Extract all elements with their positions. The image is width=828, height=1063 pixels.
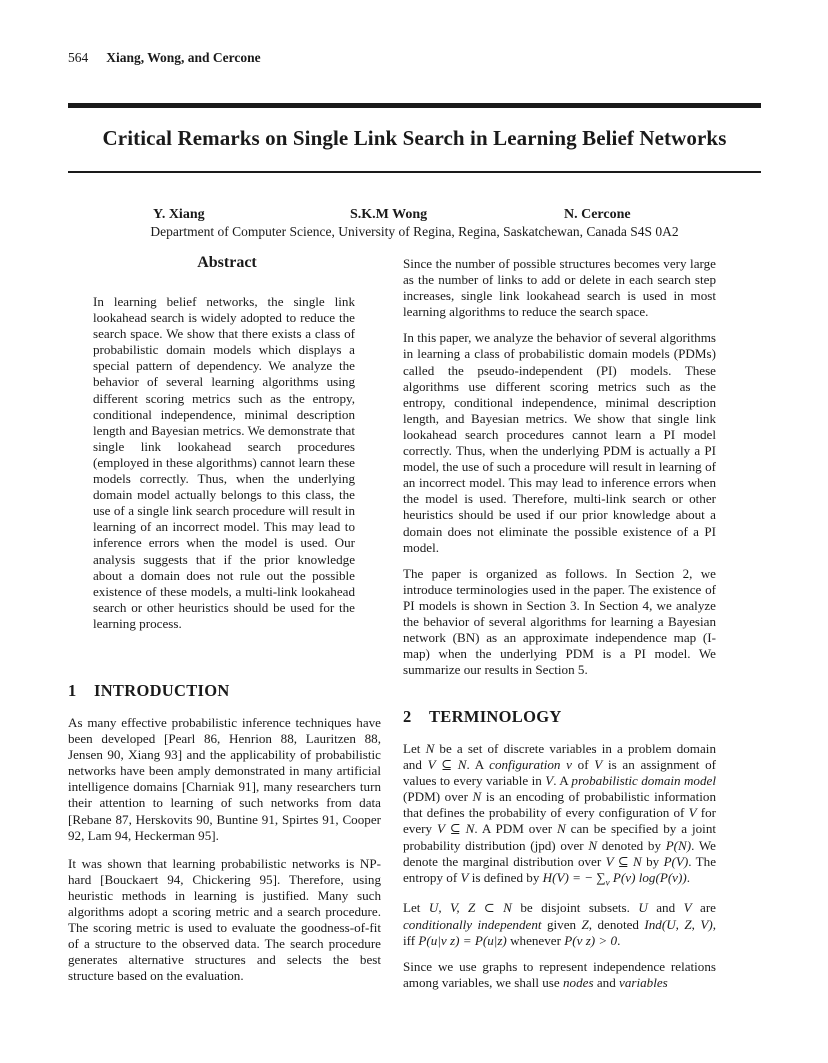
section-1-number: 1 <box>68 681 77 700</box>
title-rule <box>68 171 761 173</box>
section-2-heading <box>403 707 562 727</box>
abstract-body <box>93 294 355 632</box>
running-header <box>68 50 261 66</box>
intro-paragraph-4: In this paper, we analyze the behavior of several algorithms in learning a class of probabilistic domain models (PDMs) called the pseudo-independent (PI) models. These algorithms use different scoring metrics such as the entropy, conditional independence, minimal description length, and Bayesian metrics. We show that single link lookahead search procedures cannot learn a PI model correctly. Thus, when the underlying PDM is actually a PI model, the use of such a procedure will result in learning of an incorrect model. This may lead to inference errors when the model is used. Therefore, multi-link search or other heuristics should be used if our prior knowledge about a domain does not eliminate the possible existence of a PI model. <box>403 330 716 555</box>
terminology-paragraph-3: Since we use graphs to represent independence relations among variables, we shall use nodes and variables <box>403 958 716 990</box>
right-column-intro <box>403 256 716 678</box>
intro-paragraph-3: Since the number of possible structures becomes very large as the number of links to add or delete in each search step increases, single link lookahead search is used in most learning algorithms to reduce the search space. <box>403 256 716 320</box>
author-2: S.K.M Wong <box>350 207 428 222</box>
abstract-heading: Abstract <box>197 254 257 271</box>
section-2-body <box>403 741 716 991</box>
intro-paragraph-2: It was shown that learning probabilistic networks is NP-hard [Bouckaert 94, Chickering 95]. Therefore, using heuristic methods in learning is justified. Many such algorithms adopt a scoring metric and a search procedure. The scoring metric is used to evaluate the goodness-of-fit of a structure to the observed data. The search procedure generates alternative structures and selects the best structure based on the evaluation. <box>68 855 381 984</box>
section-1-title: INTRODUCTION <box>94 681 230 700</box>
section-1-heading <box>68 681 230 701</box>
terminology-paragraph-1: Let N be a set of discrete variables in a problem domain and V ⊆ N. A configuration v of V is an assignment of values to every variable in V. A probabilistic domain model (PDM) over N is an encoding of probabilistic information that defines the probability of every configuration of V for every V ⊆ N. A PDM over N can be specified by a joint probability distribution (jpd) over N denoted by P(N). We denote the marginal distribution over V ⊆ N by P(V). The entropy of V is defined by H(V) = − $\sum_v$ P(v) log(P(v)). <box>403 741 717 888</box>
abstract-text: In learning belief networks, the single link lookahead search is widely adopted to reduce the search space. We show that there exists a class of probabilistic domain models which displays a special pattern of dependency. We analyze the behavior of several learning algorithms using different scoring metrics such as the entropy, conditional independence, minimal description length and Bayesian metrics. We demonstrate that single link lookahead search procedures (employed in these algorithms) cannot learn these models correctly. Thus, when the underlying domain model actually belongs to this class, the use of a single link search procedure will result in learning of an incorrect model. This may lead to inference errors when the model is used. Our analysis suggests that if the prior knowledge about a domain does not rule out the possible existence of these models, a multi-link lookahead search or other heuristics should be used for the learning process. <box>93 294 355 631</box>
running-authors: Xiang, Wong, and Cercone <box>106 50 261 65</box>
author-1: Y. Xiang <box>153 207 205 222</box>
affiliation: Department of Computer Science, University of Regina, Regina, Saskatchewan, Canada S4S 0A2 <box>150 224 679 239</box>
page-number: 564 <box>68 50 89 65</box>
section-2-title: TERMINOLOGY <box>429 707 562 726</box>
paper-title: Critical Remarks on Single Link Search in Learning Belief Networks <box>102 126 727 150</box>
intro-paragraph-5: The paper is organized as follows. In Section 2, we introduce terminologies used in the paper. The existence of PI models is shown in Section 3. In Section 4, we analyze the behavior of several algorithms for learning a Bayesian network (BN) as an approximate independence map (I-map) when the underlying PDM is a PI model. We summarize our results in Section 5. <box>403 565 716 678</box>
terminology-paragraph-2: Let U, V, Z ⊂ N be disjoint subsets. U and V are conditionally independent given Z, denoted Ind(U, Z, V), iff P(u|v z) = P(u|z) whenever P(v z) > 0. <box>403 900 716 948</box>
intro-paragraph-1: As many effective probabilistic inference techniques have been developed [Pearl 86, Henrion 88, Lauritzen 88, Jensen 90, Xiang 93] and the applicability of probabilistic networks have been amply demonstrated in many artificial intelligence domains [Charniak 91], many researchers turn their attention to learning of such networks from data [Rebane 87, Herskovits 90, Buntine 91, Spirtes 91, Cooper 92, Lam 94, Heckerman 95]. <box>68 715 381 843</box>
section-2-number: 2 <box>403 707 412 726</box>
section-1-body <box>68 715 381 985</box>
top-rule <box>68 103 761 108</box>
author-3: N. Cercone <box>564 207 631 222</box>
